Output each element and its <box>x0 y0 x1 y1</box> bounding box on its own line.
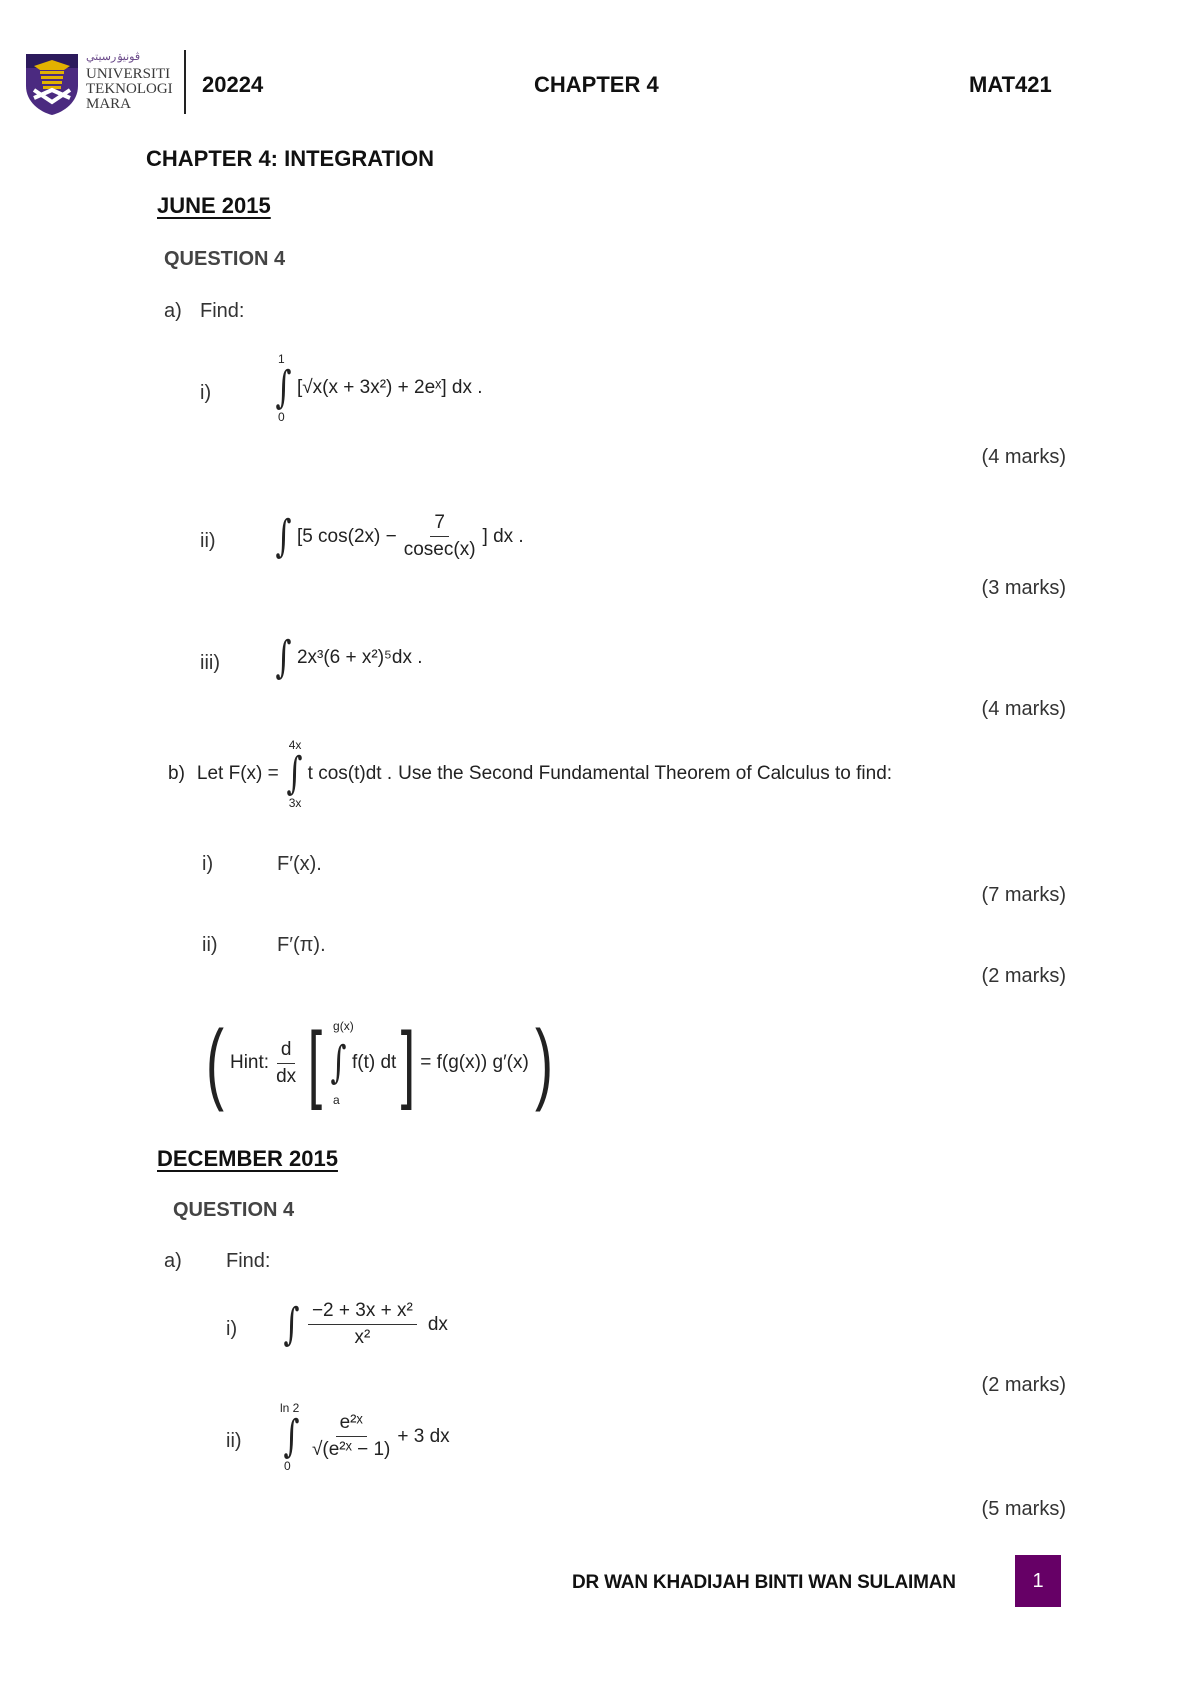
marks: (2 marks) <box>981 965 1066 987</box>
integrand-end: + 3 dx <box>397 1425 450 1447</box>
integrand: f(t) dt <box>351 1052 397 1073</box>
integrand: t cos(t)dt . <box>307 763 393 784</box>
upper-limit: 4x <box>288 738 302 752</box>
function-definition: Let F(x) = <box>196 763 279 784</box>
university-name-jawi: ڤونيۏرسيتي <box>86 51 141 63</box>
university-line1: UNIVERSITI <box>86 66 171 82</box>
integral-sign-icon: ∫ <box>275 362 292 413</box>
lower-limit: 3x <box>288 796 302 810</box>
differential: dx <box>427 1313 448 1335</box>
section-heading-december-2015: DECEMBER 2015 <box>157 1146 338 1171</box>
numerator: −2 + 3x + x² <box>308 1300 417 1325</box>
item-number: i) <box>200 382 212 404</box>
expression: F′(π). <box>277 934 326 956</box>
upper-limit: 1 <box>278 352 285 366</box>
expression: F′(x). <box>277 853 322 875</box>
upper-limit: g(x) <box>333 1019 354 1033</box>
integral-sign-icon: ∫ <box>330 1037 347 1088</box>
item-number: i) <box>226 1318 238 1340</box>
marks: (5 marks) <box>981 1498 1066 1520</box>
marks: (4 marks) <box>981 698 1066 720</box>
header-divider <box>184 50 186 114</box>
numerator: e²ˣ <box>336 1412 367 1437</box>
denominator: √(e²ˣ − 1) <box>311 1439 391 1460</box>
lower-limit: 0 <box>284 1458 291 1473</box>
university-line2: TEKNOLOGI <box>86 81 173 97</box>
part-label: b) <box>168 763 185 784</box>
denominator: dx <box>276 1065 297 1087</box>
page-number: 1 <box>1015 1555 1061 1607</box>
right-paren: ) <box>534 1013 553 1113</box>
fraction <box>400 512 480 561</box>
part-b-statement <box>168 738 893 810</box>
marks: (3 marks) <box>981 577 1066 599</box>
instruction: Use the Second Fundamental Theorem of Calculus to find: <box>398 763 893 784</box>
marks: (7 marks) <box>981 884 1066 906</box>
section-heading-june-2015: JUNE 2015 <box>157 193 271 218</box>
fraction <box>308 1412 394 1461</box>
hint-rhs: = f(g(x)) g′(x) <box>420 1052 529 1073</box>
integrand: 2x³(6 + x²)⁵dx . <box>296 647 423 668</box>
hint-label: Hint: <box>229 1052 270 1073</box>
left-bracket: [ <box>307 1015 323 1111</box>
university-line3: MARA <box>86 96 132 112</box>
uitm-logo-icon <box>24 52 80 116</box>
course-code: MAT421 <box>969 72 1052 97</box>
integral-sign-icon: ∫ <box>275 510 292 562</box>
part-label: a) <box>164 1250 182 1272</box>
item-number: ii) <box>202 934 218 956</box>
integral-sign-icon: ∫ <box>283 1298 300 1350</box>
hint-box <box>200 1013 559 1113</box>
fraction <box>308 1300 417 1349</box>
question-heading: QUESTION 4 <box>164 248 286 270</box>
right-bracket: ] <box>401 1015 416 1111</box>
integrand: [√x(x + 3x²) + 2eˣ] dx . <box>296 377 483 398</box>
numerator: 7 <box>430 512 449 537</box>
numerator: d <box>277 1039 296 1064</box>
header-chapter: CHAPTER 4 <box>534 72 659 97</box>
denominator: cosec(x) <box>403 539 476 560</box>
lower-limit: 0 <box>278 410 285 424</box>
integral-expression <box>272 632 423 683</box>
item-number: i) <box>202 853 214 875</box>
marks: (4 marks) <box>981 446 1066 468</box>
integral-expression <box>272 352 483 424</box>
part-prompt: Find: <box>200 300 245 322</box>
question-heading: QUESTION 4 <box>173 1199 295 1221</box>
integrand-end: ] dx . <box>482 525 524 547</box>
integral-sign-icon: ∫ <box>275 632 292 683</box>
integral-expression <box>272 512 524 561</box>
lower-limit: a <box>333 1093 340 1107</box>
item-number: ii) <box>200 530 216 552</box>
left-paren: ( <box>205 1013 224 1113</box>
denominator: x² <box>354 1327 371 1348</box>
integrand-start: [5 cos(2x) − <box>296 525 397 547</box>
part-label: a) <box>164 300 182 322</box>
author-name: DR WAN KHADIJAH BINTI WAN SULAIMAN <box>572 1572 956 1593</box>
derivative-operator <box>272 1039 300 1088</box>
integral-sign-icon: ∫ <box>283 1410 300 1462</box>
part-prompt: Find: <box>226 1250 271 1272</box>
integral-expression <box>280 1300 448 1349</box>
item-number: ii) <box>226 1430 242 1452</box>
page-title: CHAPTER 4: INTEGRATION <box>146 146 435 171</box>
item-number: iii) <box>200 652 220 674</box>
semester-code: 20224 <box>202 72 264 97</box>
integral-sign-icon: ∫ <box>286 748 303 799</box>
university-name <box>86 50 176 112</box>
upper-limit: ln 2 <box>280 1400 300 1415</box>
integral-expression <box>280 1400 450 1473</box>
marks: (2 marks) <box>981 1374 1066 1396</box>
